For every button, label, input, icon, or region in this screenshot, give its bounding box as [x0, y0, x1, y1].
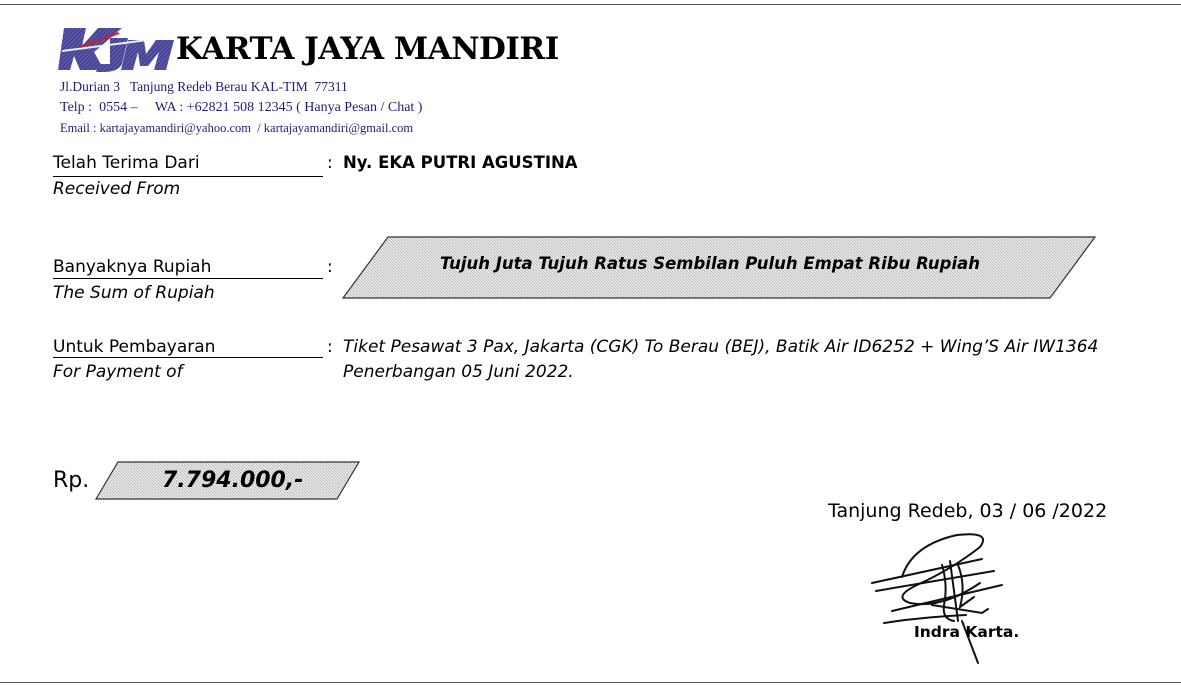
payment-label: Untuk Pembayaran: [53, 337, 216, 357]
received-from-colon: :: [327, 153, 333, 173]
sum-underline: [53, 278, 323, 279]
payment-label-en: For Payment of: [53, 362, 183, 382]
payment-underline: [53, 357, 323, 358]
sum-colon: :: [327, 257, 333, 277]
company-logo: [58, 24, 176, 74]
sum-label-en: The Sum of Rupiah: [53, 283, 215, 303]
received-from-value: Ny. EKA PUTRI AGUSTINA: [343, 153, 578, 172]
currency-label: Rp.: [53, 468, 90, 493]
received-from-underline: [53, 176, 323, 177]
signature-image: [862, 525, 1012, 665]
place-date: Tanjung Redeb, 03 / 06 /2022: [828, 500, 1108, 522]
bottom-border: [0, 682, 1181, 683]
top-border: [0, 4, 1181, 5]
received-from-label: Telah Terima Dari: [53, 153, 200, 173]
company-name: KARTA JAYA MANDIRI: [176, 31, 559, 67]
payment-description-line1: Tiket Pesawat 3 Pax, Jakarta (CGK) To Berau (BEJ), Batik Air ID6252 + Wing’S Air IW1364: [343, 337, 1099, 357]
received-from-label-en: Received From: [53, 179, 181, 199]
company-email: Email : kartajayamandiri@yahoo.com / kartajayamandiri@gmail.com: [60, 121, 414, 135]
sum-value: Tujuh Juta Tujuh Ratus Sembilan Puluh Empat Ribu Rupiah: [440, 254, 980, 273]
payment-colon: :: [327, 337, 333, 357]
payment-description-line2: Penerbangan 05 Juni 2022.: [343, 362, 574, 382]
sum-label: Banyaknya Rupiah: [53, 257, 212, 277]
company-phone: Telp : 0554 – WA : +62821 508 12345 ( Hanya Pesan / Chat ): [60, 100, 423, 115]
company-address: Jl.Durian 3 Tanjung Redeb Berau KAL-TIM 77311: [60, 79, 348, 94]
amount-value: 7.794.000,-: [162, 468, 304, 493]
signer-name: Indra Karta.: [914, 623, 1020, 641]
